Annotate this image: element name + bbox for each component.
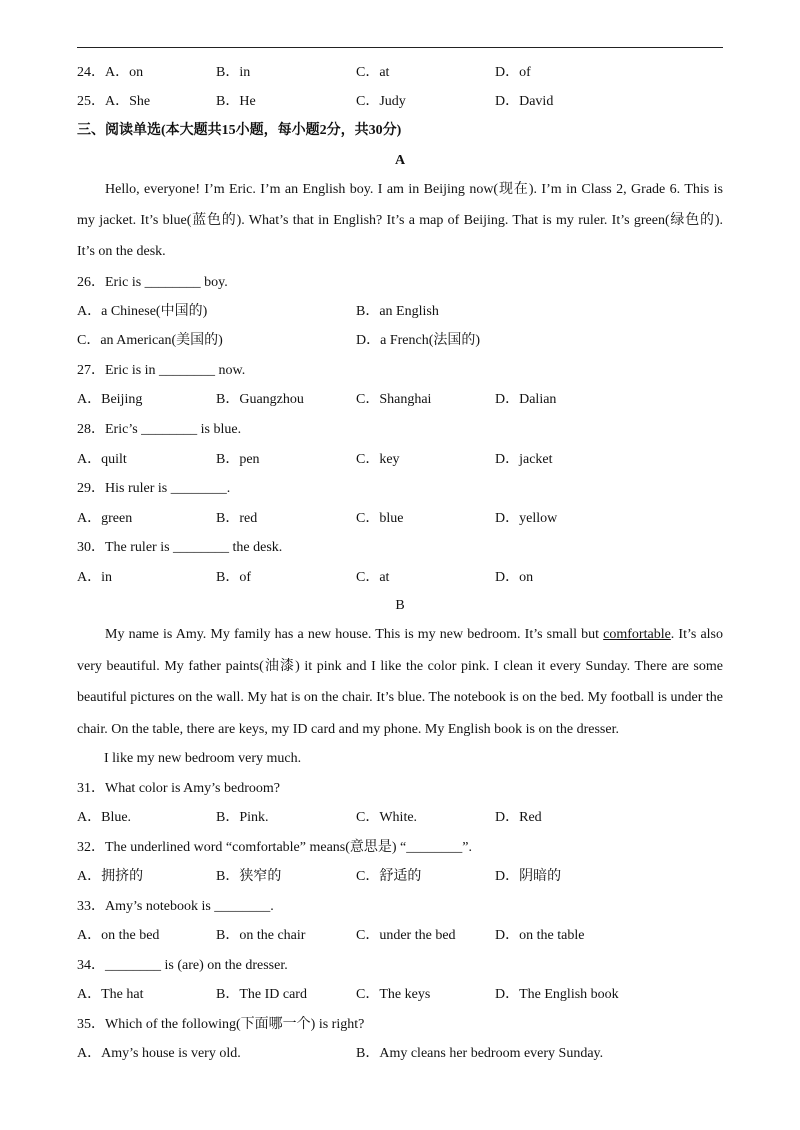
q26-option-d[interactable]: D．a French(法国的) <box>356 333 481 348</box>
q25-option-a[interactable] <box>77 93 150 111</box>
q28-option-d[interactable]: D．jacket <box>495 452 553 467</box>
q32-option-a[interactable]: A．拥挤的 <box>77 869 144 884</box>
q25-option-d[interactable]: D．David <box>495 94 554 109</box>
q28-stem: 28．Eric’s ________ is blue. <box>77 422 242 437</box>
q25-number: 25． <box>77 94 105 109</box>
q33-option-b[interactable]: B．on the chair <box>216 928 306 943</box>
q33-option-d[interactable]: D．on the table <box>495 928 585 943</box>
q33-stem: 33．Amy’s notebook is ________. <box>77 899 274 914</box>
q29-option-c[interactable]: C．blue <box>356 511 404 526</box>
q26-option-b[interactable]: B．an English <box>356 304 439 319</box>
q34-option-d[interactable]: D．The English book <box>495 987 619 1002</box>
q34-option-b[interactable]: B．The ID card <box>216 987 307 1002</box>
q25-option-a-text: A．She <box>105 94 151 109</box>
passage-a-label: A <box>394 153 406 168</box>
q31-stem: 31．What color is Amy’s bedroom? <box>77 781 280 796</box>
q30-option-d[interactable]: D．on <box>495 570 534 585</box>
underlined-word: comfortable <box>603 627 671 642</box>
q27-option-a[interactable]: A．Beijing <box>77 392 143 407</box>
q26-stem: 26．Eric is ________ boy. <box>77 275 228 290</box>
q32-stem: 32．The underlined word “comfortable” means(意思是) “________”. <box>77 840 472 855</box>
q26-option-c[interactable]: C．an American(美国的) <box>77 333 223 348</box>
q24-option-c[interactable]: C．at <box>356 65 390 80</box>
q32-option-c[interactable]: C．舒适的 <box>356 869 422 884</box>
q31-option-c[interactable]: C．White. <box>356 810 418 825</box>
q27-option-b[interactable]: B．Guangzhou <box>216 392 304 407</box>
passage-b-text-rest: . It’s also very beautiful. My father paints(油漆) it pink and I like the color pink. I clean it every Sunday. There are some beautiful pictures on the wall. My hat is on the chair. It’s blue. The notebook is on the bed. My football is under the chair. On the table, there are keys, my ID card and my phone. My English book is on the dresser. <box>77 627 723 737</box>
passage-b-last-line: I like my new bedroom very much. <box>104 751 302 766</box>
passage-b-text <box>77 619 723 745</box>
q27-stem: 27．Eric is in ________ now. <box>77 363 246 378</box>
q24-option-b[interactable]: B．in <box>216 65 251 80</box>
passage-a-text: Hello, everyone! I’m Eric. I’m an English boy. I am in Beijing now(现在). I’m in Class 2, Grade 6. This is my jacket. It’s blue(蓝色的). What’s that in English? It’s a map of Beijing. That is my ruler. It’s green(绿色的). It’s on the desk. <box>77 182 723 259</box>
q33-option-a[interactable]: A．on the bed <box>77 928 160 943</box>
header-rule <box>77 47 723 48</box>
q28-option-a[interactable]: A．quilt <box>77 452 127 467</box>
q35-option-b[interactable]: B．Amy cleans her bedroom every Sunday. <box>356 1046 604 1061</box>
q25-option-b[interactable]: B．He <box>216 94 256 109</box>
q25-option-c[interactable]: C．Judy <box>356 94 406 109</box>
q24-option-a[interactable] <box>77 64 143 82</box>
q31-option-a[interactable]: A．Blue. <box>77 810 132 825</box>
passage-b-label: B <box>395 598 405 613</box>
q24-option-d[interactable]: D．of <box>495 65 531 80</box>
q30-option-a[interactable]: A．in <box>77 570 112 585</box>
q27-option-c[interactable]: C．Shanghai <box>356 392 432 407</box>
q28-option-c[interactable]: C．key <box>356 452 400 467</box>
q35-option-a[interactable]: A．Amy’s house is very old. <box>77 1046 241 1061</box>
q24-option-a-text: A．on <box>105 65 144 80</box>
q30-stem: 30．The ruler is ________ the desk. <box>77 540 283 555</box>
q34-option-c[interactable]: C．The keys <box>356 987 431 1002</box>
q27-option-d[interactable]: D．Dalian <box>495 392 557 407</box>
q34-option-a[interactable]: A．The hat <box>77 987 144 1002</box>
q32-option-b[interactable]: B．狭窄的 <box>216 869 282 884</box>
q29-option-d[interactable]: D．yellow <box>495 511 558 526</box>
q31-option-d[interactable]: D．Red <box>495 810 542 825</box>
q32-option-d[interactable]: D．阴暗的 <box>495 869 562 884</box>
q29-option-b[interactable]: B．red <box>216 511 258 526</box>
q30-option-c[interactable]: C．at <box>356 570 390 585</box>
q29-option-a[interactable]: A．green <box>77 511 133 526</box>
q30-option-b[interactable]: B．of <box>216 570 251 585</box>
q28-option-b[interactable]: B．pen <box>216 452 260 467</box>
section-heading: 三、阅读单选(本大题共15小题，每小题2分，共30分) <box>77 123 402 138</box>
q31-option-b[interactable]: B．Pink. <box>216 810 269 825</box>
q24-number: 24． <box>77 65 105 80</box>
passage-b-text-start: My name is Amy. My family has a new house. This is my new bedroom. It’s small but <box>105 627 604 642</box>
q29-stem: 29．His ruler is ________. <box>77 481 231 496</box>
q26-option-a[interactable]: A．a Chinese(中国的) <box>77 304 208 319</box>
q33-option-c[interactable]: C．under the bed <box>356 928 456 943</box>
q34-stem: 34．________ is (are) on the dresser. <box>77 958 288 973</box>
q35-stem: 35．Which of the following(下面哪一个) is right? <box>77 1017 365 1032</box>
